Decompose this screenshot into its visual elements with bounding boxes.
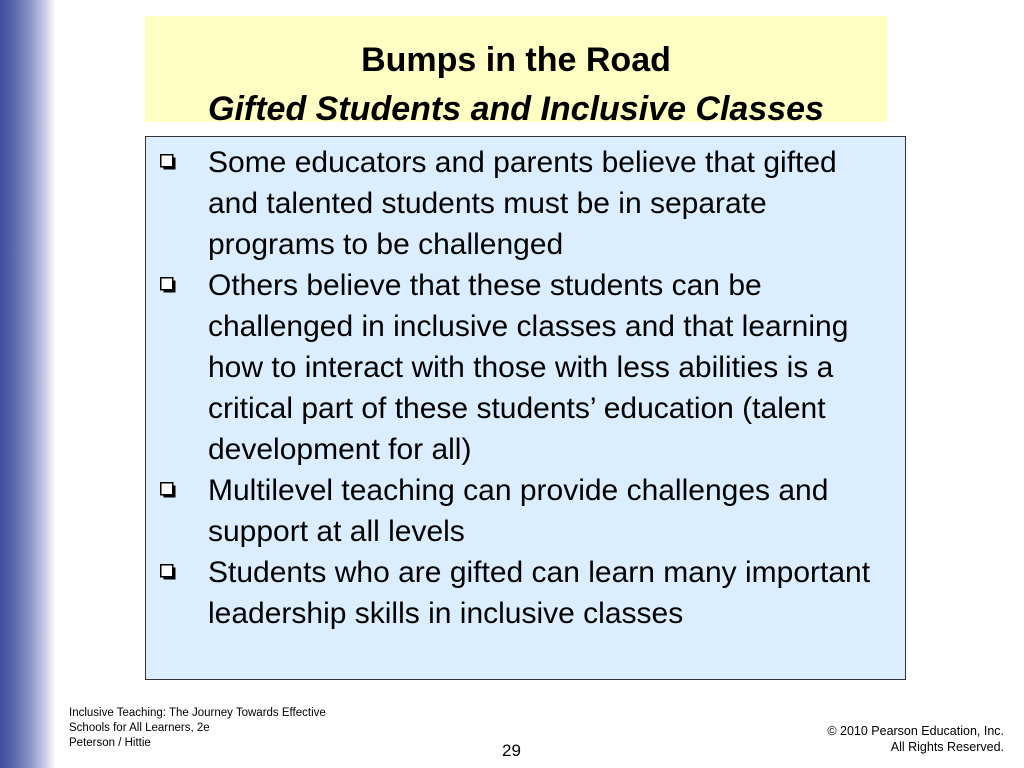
rights-text: All Rights Reserved. <box>890 740 1004 754</box>
square-checkbox-bullet-icon <box>160 277 176 293</box>
bullet-item <box>158 552 885 634</box>
bullet-text: Students who are gifted can learn many important leadership skills in inclusive classes <box>208 556 871 630</box>
bullet-text: Multilevel teaching can provide challenges and support at all levels <box>208 474 829 548</box>
square-checkbox-bullet-icon <box>160 482 176 498</box>
copyright-text: © 2010 Pearson Education, Inc. <box>827 724 1004 738</box>
bullet-item <box>158 265 885 470</box>
footer-book-title-line2: Schools for All Learners, 2e <box>69 722 210 734</box>
content-box <box>145 136 906 680</box>
footer-book-info <box>69 706 326 751</box>
square-checkbox-bullet-icon <box>160 564 176 580</box>
bullet-item <box>158 142 885 265</box>
footer-authors: Peterson / Hittie <box>69 737 151 749</box>
bullet-list <box>158 142 885 634</box>
slide-subtitle: Gifted Students and Inclusive Classes <box>208 90 824 128</box>
footer-book-title-line1: Inclusive Teaching: The Journey Towards Effective <box>69 707 326 719</box>
decorative-side-bar <box>0 0 56 768</box>
footer-copyright <box>827 723 1004 755</box>
page-number: 29 <box>502 741 521 760</box>
bullet-text: Some educators and parents believe that gifted and talented students must be in separate programs to be challenged <box>208 146 837 261</box>
title-box <box>145 16 887 128</box>
square-checkbox-bullet-icon <box>160 154 176 170</box>
bullet-item <box>158 470 885 552</box>
slide-title: Bumps in the Road <box>361 41 671 79</box>
bullet-text: Others believe that these students can be challenged in inclusive classes and that learning how to interact with those with less abilities is a critical part of these students’ education (talent development for all) <box>208 269 849 466</box>
